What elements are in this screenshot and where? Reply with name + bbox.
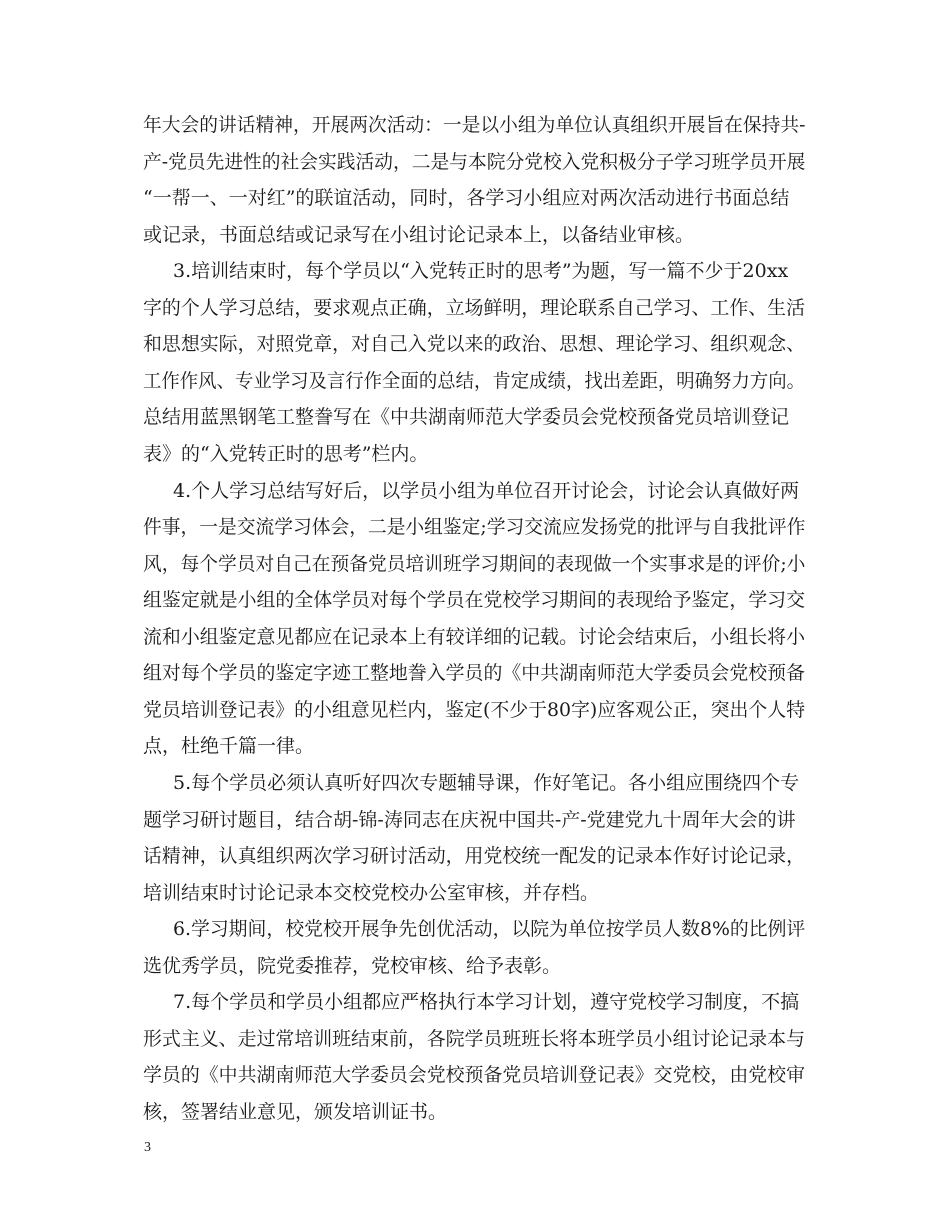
text-line: 产-党员先进性的社会实践活动，二是与本院分党校入党积极分子学习班学员开展 — [143, 151, 806, 173]
paragraph-6-start: 6.学习期间，校党校开展争先创优活动，以院为单位按学员人数8%的比例评 — [173, 918, 806, 940]
text-line: 形式主义、走过常培训班结束前，各院学员班班长将本班学员小组讨论记录本与 — [143, 1028, 806, 1050]
text-line: 点，杜绝千篇一律。 — [143, 735, 315, 757]
page-number: 3 — [144, 1140, 151, 1155]
text-line: 核，签署结业意见，颁发培训证书。 — [143, 1101, 448, 1123]
text-line: 工作作风、专业学习及言行作全面的总结，肯定成绩，找出差距，明确努力方向。 — [143, 370, 806, 392]
text-line: 学员的《中共湖南师范大学委员会党校预备党员培训登记表》交党校，由党校审 — [143, 1064, 806, 1086]
text-line: 题学习研讨题目，结合胡-锦-涛同志在庆祝中国共-产-党建党九十周年大会的讲 — [143, 809, 796, 831]
text-line: 组鉴定就是小组的全体学员对每个学员在党校学习期间的表现给予鉴定，学习交 — [143, 589, 806, 611]
text-line: 字的个人学习总结，要求观点正确，立场鲜明，理论联系自己学习、工作、生活 — [143, 297, 806, 319]
paragraph-5-start: 5.每个学员必须认真听好四次专题辅导课，作好笔记。各小组应围绕四个专 — [173, 772, 800, 794]
text-line: 党员培训登记表》的小组意见栏内，鉴定(不少于80字)应客观公正，突出个人特 — [143, 699, 806, 721]
text-line: 和思想实际，对照党章，对自己入党以来的政治、思想、理论学习、组织观念、 — [143, 333, 806, 355]
text-line: 组对每个学员的鉴定字迹工整地誊入学员的《中共湖南师范大学委员会党校预备 — [143, 662, 806, 684]
text-line: 年大会的讲话精神，开展两次活动：一是以小组为单位认真组织开展旨在保持共- — [143, 114, 806, 136]
text-line: 培训结束时讨论记录本交校党校办公室审核，并存档。 — [143, 882, 600, 904]
text-line: 件事，一是交流学习体会，二是小组鉴定;学习交流应发扬党的批评与自我批评作 — [143, 516, 806, 538]
text-line: 流和小组鉴定意见都应在记录本上有较详细的记载。讨论会结束后，小组长将小 — [143, 626, 806, 648]
text-line: 总结用蓝黑钢笔工整誊写在《中共湖南师范大学委员会党校预备党员培训登记 — [143, 406, 790, 428]
text-line: 风，每个学员对自己在预备党员培训班学习期间的表现做一个实事求是的评价;小 — [143, 553, 806, 575]
text-line: 选优秀学员，院党委推荐，党校审核、给予表彰。 — [143, 955, 562, 977]
paragraph-7-start: 7.每个学员和学员小组都应严格执行本学习计划，遵守党校学习制度，不搞 — [173, 991, 800, 1013]
text-line: 或记录，书面总结或记录写在小组讨论记录本上，以备结业审核。 — [143, 224, 695, 246]
text-line: 表》的“入党转正时的思考”栏内。 — [143, 443, 429, 465]
paragraph-4-start: 4.个人学习总结写好后，以学员小组为单位召开讨论会，讨论会认真做好两 — [173, 480, 800, 502]
text-line: “一帮一、一对红”的联谊活动，同时，各学习小组应对两次活动进行书面总结 — [143, 187, 790, 209]
text-line: 话精神，认真组织两次学习研讨活动，用党校统一配发的记录本作好讨论记录， — [143, 845, 806, 867]
paragraph-3-start: 3.培训结束时，每个学员以“入党转正时的思考”为题，写一篇不少于20xx — [173, 260, 789, 282]
